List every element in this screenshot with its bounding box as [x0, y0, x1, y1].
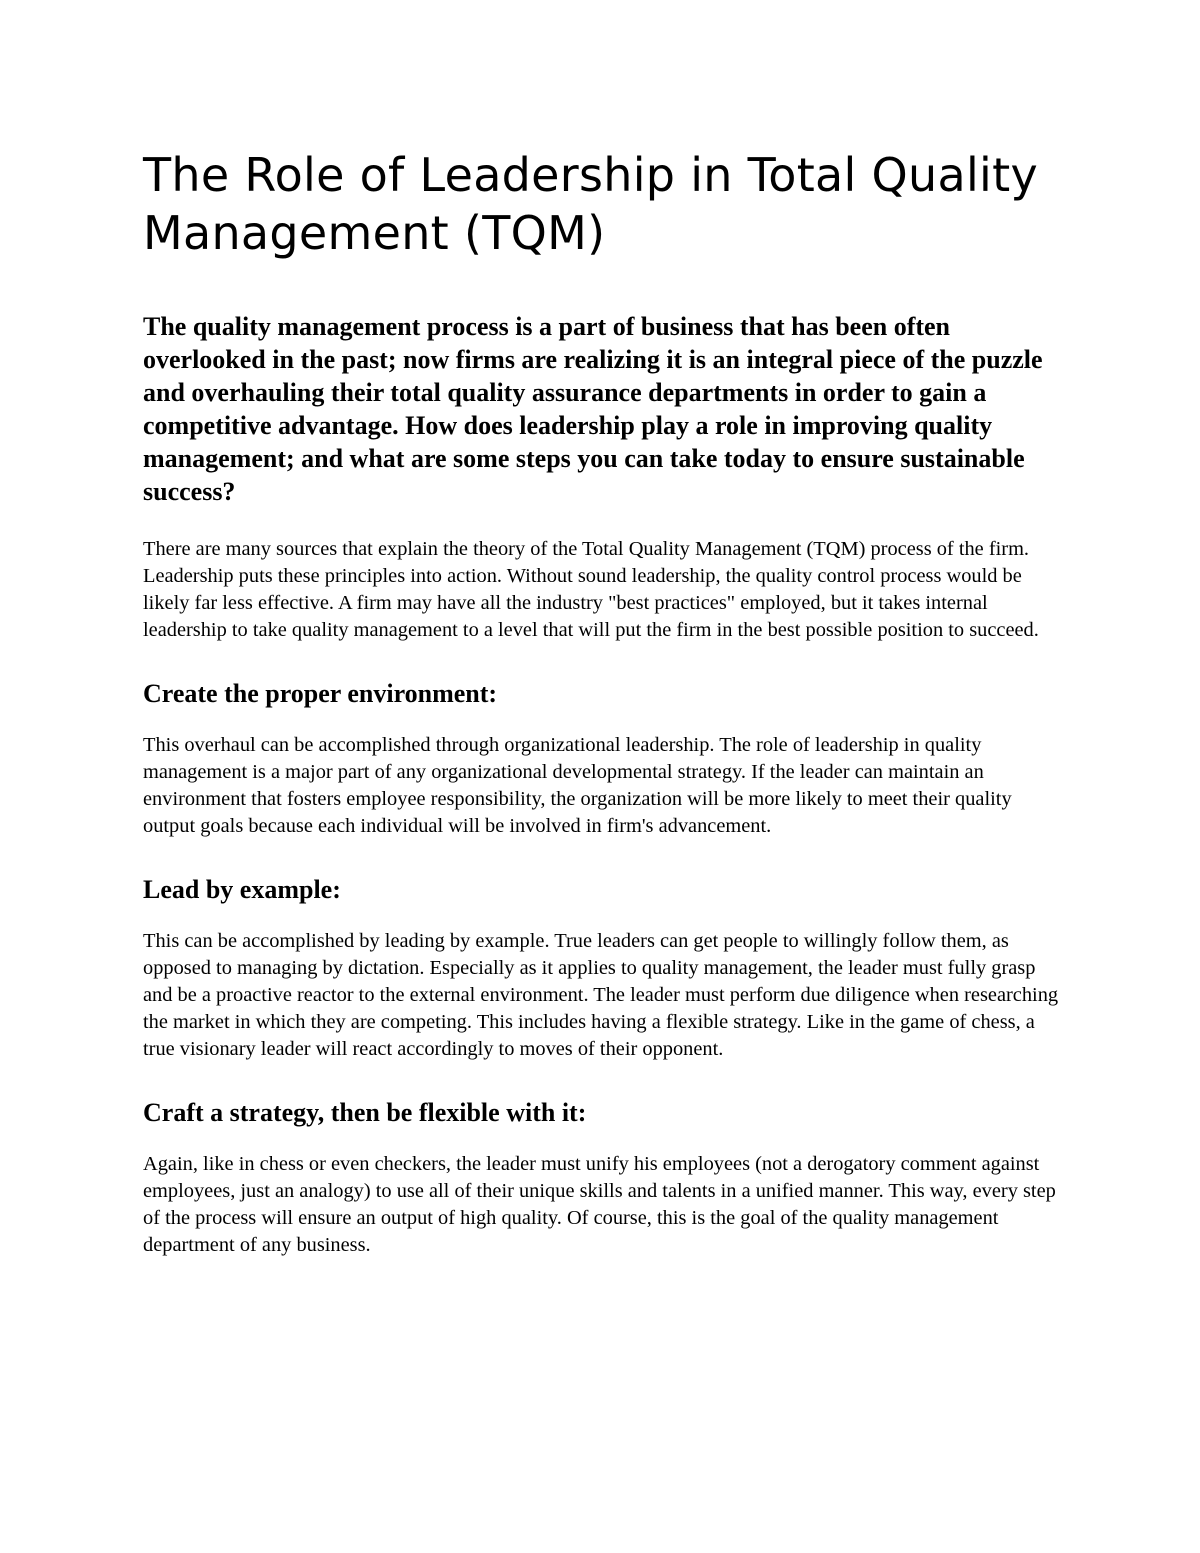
section-body-example: This can be accomplished by leading by example. True leaders can get people to willingly follow them, as opposed to managing by dictation. Especially as it applies to quality management, the leader must fully grasp and be a proactive reactor to the external environment. The leader must perform due diligence when researching the market in which they are competing. This includes having a flexible strategy. Like in the game of chess, a true visionary leader will react accordingly to moves of their opponent. — [143, 930, 1059, 1060]
intro-paragraph: There are many sources that explain the theory of the Total Quality Management (TQM) process of the firm. Leadership puts these principles into action. Without sound leadership, the quality control process would be likely far less effective. A firm may have all the industry "best practices" employed, but it takes internal leadership to take quality management to a level that will put the firm in the best possible position to succeed. — [143, 538, 1039, 641]
section-body-strategy: Again, like in chess or even checkers, the leader must unify his employees (not a derogatory comment against employees, just an analogy) to use all of their unique skills and talents in a unified manner. This way, every step of the process will ensure an output of high quality. Of course, this is the goal of the quality management department of any business. — [143, 1153, 1056, 1256]
document-title: The Role of Leadership in Total Quality Management (TQM) — [143, 148, 1038, 260]
section-heading-strategy: Craft a strategy, then be flexible with it: — [143, 1098, 587, 1127]
lead-paragraph: The quality management process is a part of business that has been often overlooked in the past; now firms are realizing it is an integral piece of the puzzle and overhauling their total quality assurance departments in order to gain a competitive advantage. How does leadership play a role in improving quality management; and what are some steps you can take today to ensure sustainable success? — [143, 312, 1043, 506]
section-heading-environment: Create the proper environment: — [143, 679, 498, 708]
document-content — [143, 146, 1063, 1259]
section-heading-example: Lead by example: — [143, 875, 341, 904]
section-body-environment: This overhaul can be accomplished through organizational leadership. The role of leadership in quality management is a major part of any organizational developmental strategy. If the leader can maintain an environment that fosters employee responsibility, the organization will be more likely to meet their quality output goals because each individual will be involved in firm's advancement. — [143, 734, 1012, 837]
